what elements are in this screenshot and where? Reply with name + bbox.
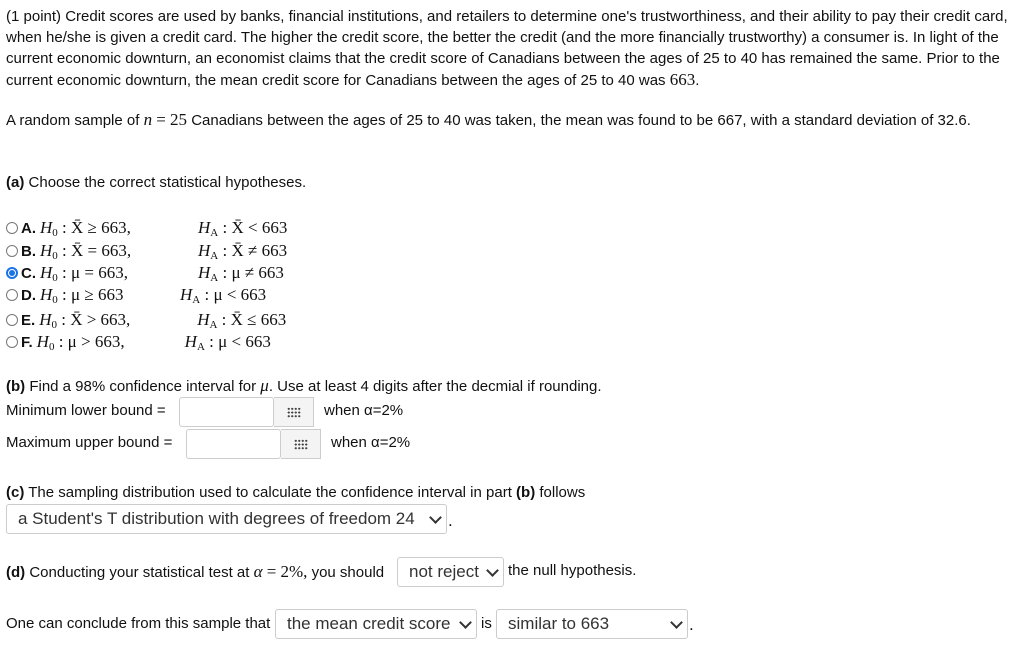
conclusion-label: One can conclude from this sample that: [6, 615, 271, 632]
decision-select[interactable]: not reject: [397, 557, 504, 587]
radio-button[interactable]: [6, 289, 18, 301]
max-alpha-note: when α=2%: [331, 434, 411, 451]
alternative-hypothesis: $H_A$ : X̄ ≠ 663: [198, 240, 288, 262]
sample-paragraph: A random sample of n = 25 Canadians between the ages of 25 to 40 was taken, the mean was found to be 667, with a standard deviation of 32.6.: [6, 110, 971, 129]
hypothesis-option[interactable]: [6, 262, 284, 284]
min-lower-bound-label: Minimum lower bound =: [6, 402, 166, 419]
hypothesis-option[interactable]: [6, 284, 266, 306]
null-hypothesis: $H_0$ : X̄ ≥ 663,: [40, 217, 131, 239]
chevron-down-icon: [459, 616, 472, 629]
alternative-hypothesis: $H_A$ : X̄ ≤ 663: [197, 309, 287, 331]
max-upper-bound-label: Maximum upper bound =: [6, 434, 173, 451]
option-letter: A.: [21, 219, 36, 237]
alternative-hypothesis: $H_A$ : X̄ < 663: [198, 217, 288, 239]
radio-button[interactable]: [6, 336, 18, 348]
intro-text: (1 point) Credit scores are used by banks, financial institutions, and retailers to determine one's trustworthiness, and their ability to pay their credit card, when he/she is given a credit card. The higher the credit score, the better the credit (and the more financially trustworthy) a consumer is. In light of the current economic downturn, an economist claims that the credit score of Canadians between the ages of 25 to 40 has remained the same. Prior to the current economic downturn, the mean credit score for Canadians between the ages of 25 to 40 was: [6, 8, 1008, 89]
distribution-select[interactable]: a Student's T distribution with degrees of freedom 24: [6, 504, 447, 534]
null-hypothesis: $H_0$ : μ > 663,: [36, 331, 125, 353]
option-letter: F.: [21, 333, 33, 351]
max-upper-bound-input[interactable]: [186, 429, 281, 459]
alternative-hypothesis: $H_A$ : μ < 663: [180, 284, 267, 306]
hypothesis-option[interactable]: [6, 331, 271, 353]
min-equation-editor-button[interactable]: [274, 397, 314, 427]
null-hypothesis: $H_0$ : X̄ = 663,: [40, 240, 132, 262]
conclusion-subject-select[interactable]: the mean credit score: [275, 609, 477, 639]
intro-paragraph: (1 point) Credit scores are used by banks, financial institutions, and retailers to determine one's trustworthiness, and their ability to pay their credit card, when he/she is given a credit card. The higher the credit score, the better the credit (and the more financially trustworthy) a consumer is. In light of the current economic downturn, an economist claims that the credit score of Canadians between the ages of 25 to 40 has remained the same. Prior to the current economic downturn, the mean credit score for Canadians between the ages of 25 to 40 was 663.: [6, 8, 1008, 89]
min-alpha-note: when α=2%: [324, 402, 404, 419]
radio-button[interactable]: [6, 222, 18, 234]
min-lower-bound-input[interactable]: [179, 397, 274, 427]
n-value: 25: [170, 110, 188, 129]
part-c-question: (c) The sampling distribution used to calculate the confidence interval in part (b) follows: [6, 484, 586, 501]
part-d-suffix: the null hypothesis.: [508, 562, 637, 579]
option-letter: B.: [21, 242, 36, 260]
part-d-question: (d) Conducting your statistical test at α = 2%, you should: [6, 562, 385, 581]
null-hypothesis: $H_0$ : μ ≥ 663: [40, 284, 124, 306]
null-hypothesis: $H_0$ : μ = 663,: [40, 262, 128, 284]
grid-icon: [294, 439, 308, 450]
max-equation-editor-button[interactable]: [281, 429, 321, 459]
part-b-question: (b) Find a 98% confidence interval for μ. Use at least 4 digits after the decmial if rounding.: [6, 376, 602, 395]
chevron-down-icon: [429, 511, 442, 524]
radio-button[interactable]: [6, 314, 18, 326]
radio-button[interactable]: [6, 267, 18, 279]
alternative-hypothesis: $H_A$ : μ < 663: [184, 331, 271, 353]
null-hypothesis: $H_0$ : X̄ > 663,: [39, 309, 131, 331]
hypothesis-option[interactable]: [6, 240, 287, 262]
n-symbol: n: [143, 110, 153, 129]
hypothesis-option[interactable]: [6, 309, 286, 331]
hypothesis-option[interactable]: [6, 217, 287, 239]
option-letter: D.: [21, 286, 36, 304]
part-a-question: (a) Choose the correct statistical hypotheses.: [6, 174, 307, 191]
grid-icon: [287, 407, 301, 418]
prior-mean: 663: [669, 70, 696, 89]
radio-button[interactable]: [6, 245, 18, 257]
conclusion-comparison-select[interactable]: similar to 663: [496, 609, 688, 639]
option-letter: E.: [21, 311, 36, 329]
chevron-down-icon: [486, 564, 499, 577]
alternative-hypothesis: $H_A$ : μ ≠ 663: [198, 262, 284, 284]
option-letter: C.: [21, 264, 36, 282]
chevron-down-icon: [670, 616, 683, 629]
